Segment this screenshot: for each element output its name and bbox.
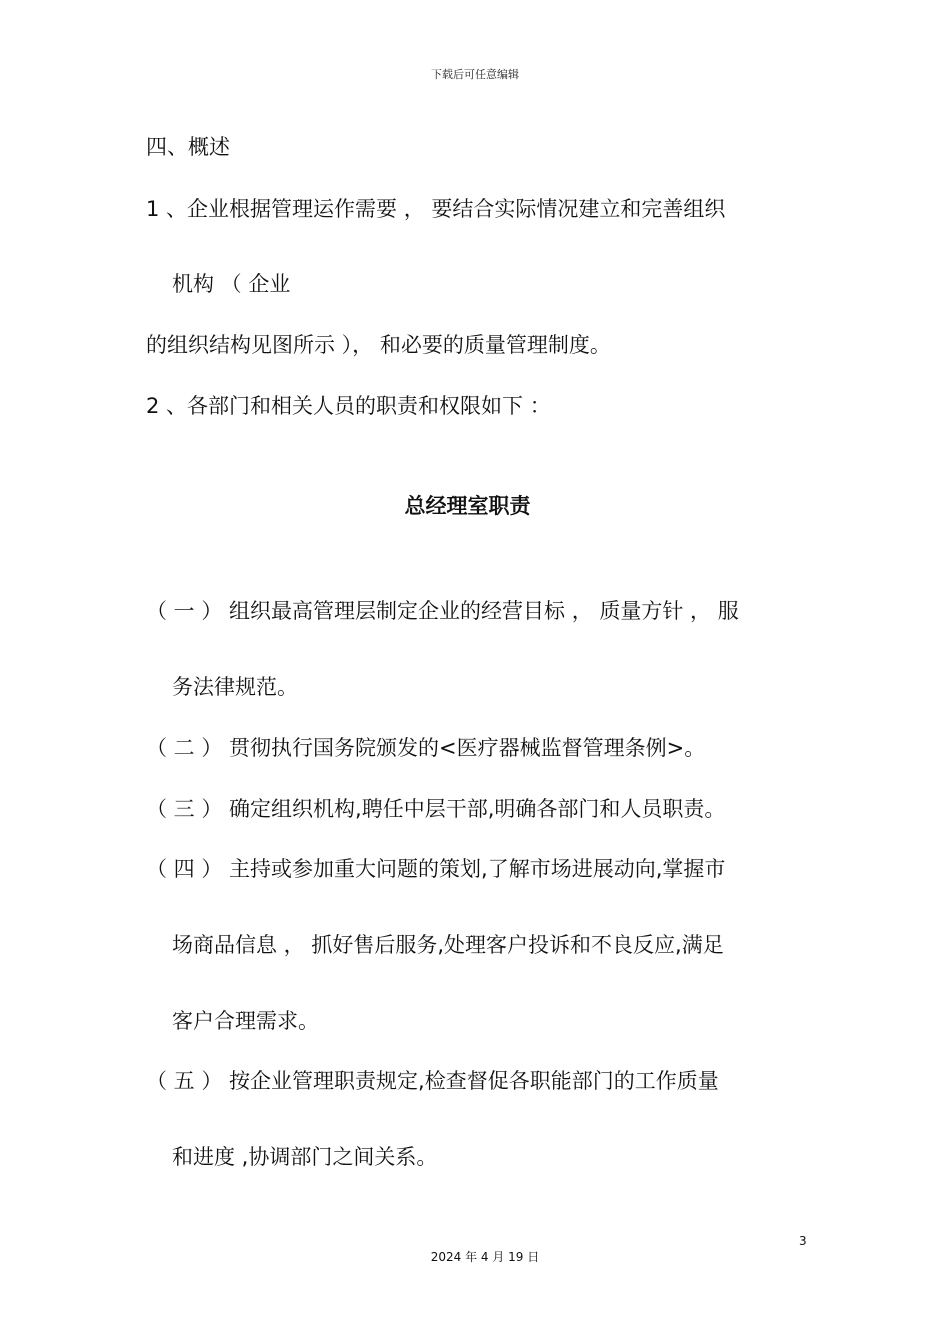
item-2-line-1: 2 、各部门和相关人员的职责和权限如下 ： — [146, 394, 551, 418]
duty-5-line-1: （ 五 ） 按企业管理职责规定,检查督促各职能部门的工作质量 — [146, 1069, 719, 1093]
item-1-line-2: 机构 （ 企业 — [172, 272, 291, 296]
item-1-line-1: 1 、企业根据管理运作需要 ， 要结合实际情况建立和完善组织 — [146, 197, 726, 221]
duty-1-line-2: 务法律规范。 — [172, 675, 298, 699]
duty-4-line-2: 场商品信息 ， 抓好售后服务,处理客户投诉和不良反应,满足 — [172, 933, 724, 957]
duties-title: 总经理室职责 — [404, 494, 531, 518]
duty-5-line-2: 和进度 ,协调部门之间关系。 — [172, 1145, 438, 1169]
duty-4-line-3: 客户合理需求。 — [172, 1009, 319, 1033]
duty-4-line-1: （ 四 ） 主持或参加重大问题的策划,了解市场进展动向,掌握市 — [146, 857, 726, 881]
duty-3-line-1: （ 三 ） 确定组织机构,聘任中层干部,明确各部门和人员职责。 — [146, 797, 726, 821]
section-heading: 四、概述 — [146, 135, 230, 159]
page-number: 3 — [799, 1234, 807, 1248]
footer-date: 2024 年 4 月 19 日 — [430, 1250, 540, 1264]
item-1-line-3: 的组织结构见图所示 ）， 和必要的质量管理制度。 — [146, 333, 611, 357]
duty-2-line-1: （ 二 ） 贯彻执行国务院颁发的<医疗器械监督管理条例>。 — [146, 736, 706, 760]
page-header: 下载后可任意编辑 — [431, 68, 519, 81]
duty-1-line-1: （ 一 ） 组织最高管理层制定企业的经营目标 ， 质量方针 ， 服 — [146, 599, 739, 623]
